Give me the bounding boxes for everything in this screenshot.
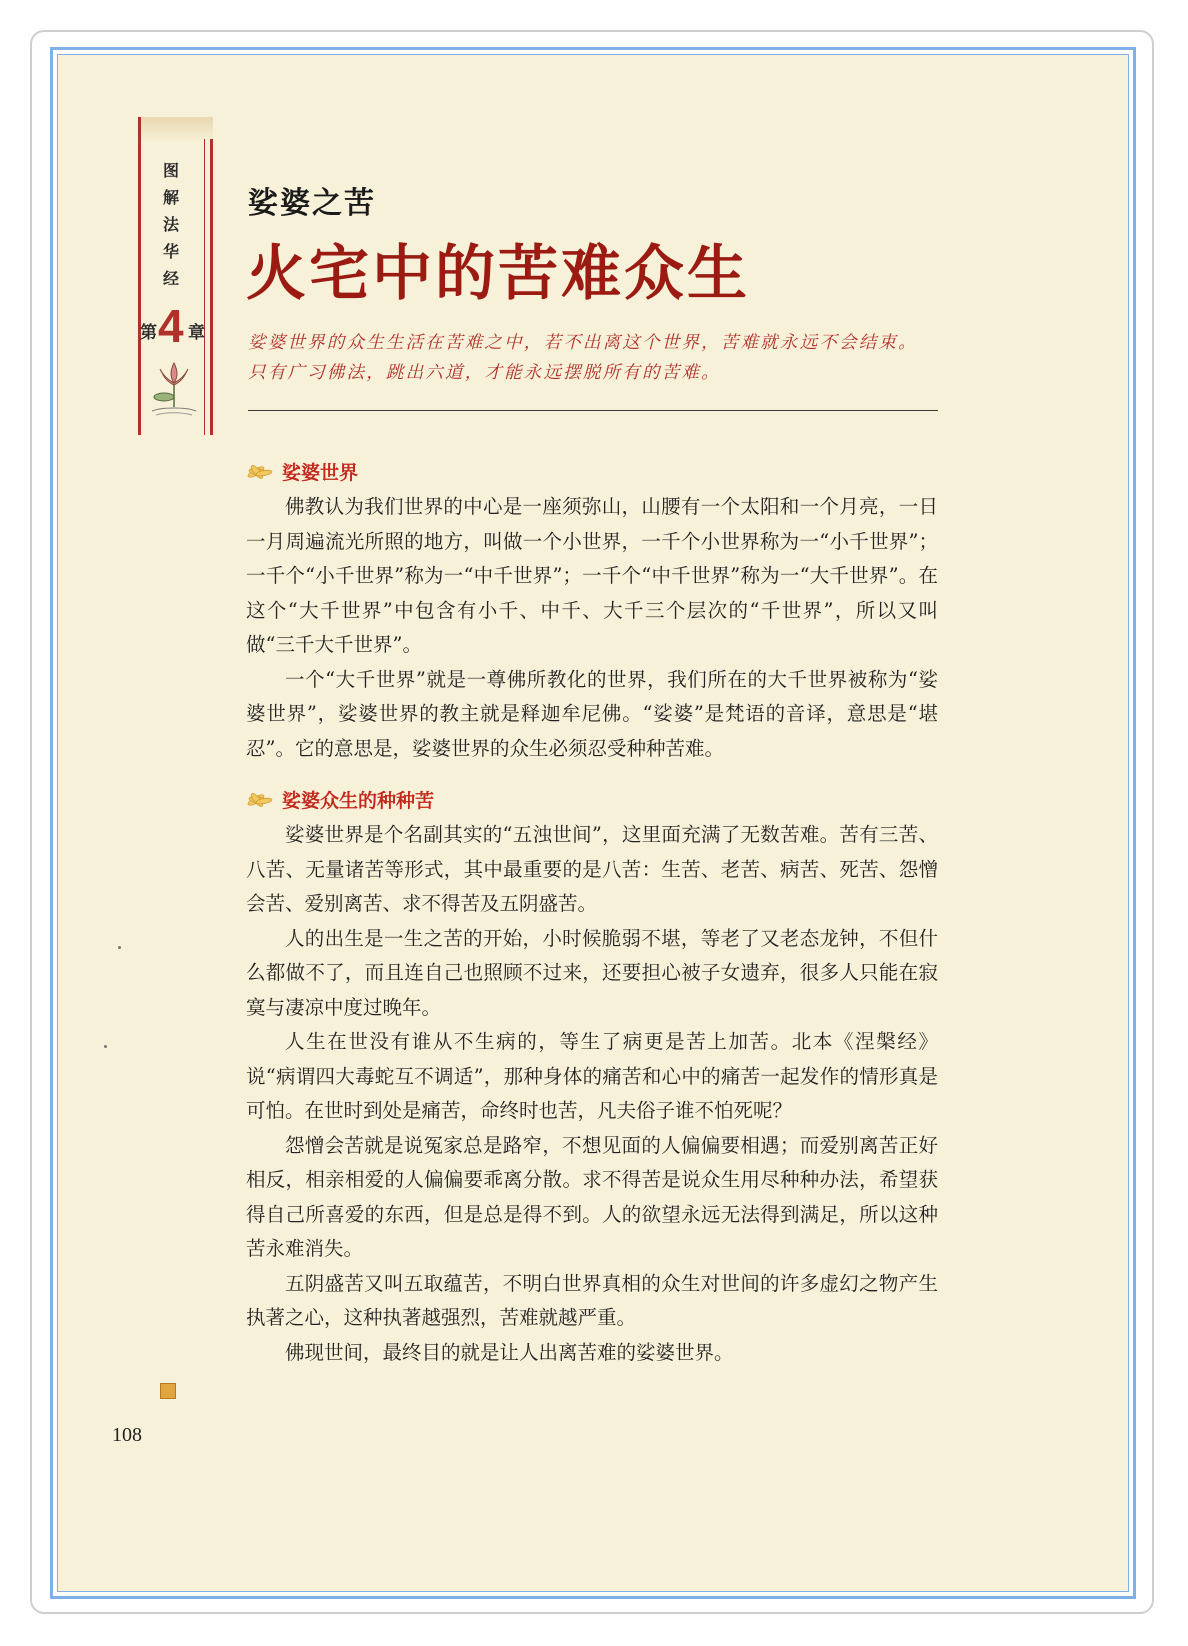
flower-icon (246, 787, 278, 813)
series-title (156, 157, 186, 292)
paragraph: 佛现世间，最终目的就是让人出离苦难的娑婆世界。 (285, 1340, 734, 1364)
flower-icon (246, 459, 278, 485)
page-number: 108 (112, 1424, 142, 1446)
paragraph: 佛教认为我们世界的中心是一座须弥山，山腰有一个太阳和一个月亮，一日一月周遍流光所照的地方，叫做一个小世界，一千个小世界称为一“小千世界”；一千个“小千世界”称为一“中千世界”；一千个“中千世界”称为一“大千世界”。在这个“大千世界”中包含有小千、中千、大千三个层次的“千世界”，所以又叫做“三千大千世界”。 (246, 495, 938, 656)
paper-speck (104, 1045, 107, 1048)
section-heading (246, 786, 434, 814)
section-heading-text: 娑婆众生的种种苦 (282, 790, 435, 812)
divider (248, 410, 938, 411)
paper-speck (118, 946, 121, 949)
paragraph: 一个“大千世界”就是一尊佛所教化的世界，我们所在的大千世界被称为“娑婆世界”，娑婆世界的教主就是释迦牟尼佛。“娑婆”是梵语的音译，意思是“堪忍”。它的意思是，娑婆世界的众生必须忍受种种苦难。 (246, 667, 938, 760)
chapter-number: 4 (158, 300, 184, 352)
page-title: 火宅中的苦难众生 (246, 239, 750, 309)
series-char: 图 (162, 161, 179, 180)
chapter-prefix: 第 (140, 323, 157, 343)
intro-line: 娑婆世界的众生生活在苦难之中，若不出离这个世界，苦难就永远不会结束。 (248, 333, 918, 353)
series-char: 华 (162, 242, 179, 261)
chapter-suffix: 章 (188, 323, 205, 343)
series-char: 法 (162, 215, 179, 234)
intro-line: 只有广习佛法，跳出六道，才能永远摆脱所有的苦难。 (248, 363, 721, 383)
series-char: 经 (162, 269, 179, 288)
paragraph: 人生在世没有谁从不生病的，等生了病更是苦上加苦。北本《涅槃经》说“病谓四大毒蛇互不调适”，那种身体的痛苦和心中的痛苦一起发作的情形真是可怕。在世时到处是痛苦，命终时也苦，凡夫俗子谁不怕死呢？ (246, 1030, 938, 1122)
ornament-icon (160, 1383, 176, 1399)
section-heading-text: 娑婆世界 (282, 462, 359, 484)
paragraph: 人的出生是一生之苦的开始，小时候脆弱不堪，等老了又老态龙钟，不但什么都做不了，而且连自己也照顾不过来，还要担心被子女遗弃，很多人只能在寂寞与凄凉中度过晚年。 (246, 926, 938, 1019)
section-body (246, 490, 938, 766)
paragraph: 怨憎会苦就是说冤家总是路窄，不想见面的人偏偏要相遇；而爱别离苦正好相反，相亲相爱的人偏偏要乖离分散。求不得苦是说众生用尽种种办法，希望获得自己所喜爱的东西，但是总是得不到。人的欲望永远无法得到满足，所以这种苦永难消失。 (246, 1133, 938, 1260)
paragraph: 五阴盛苦又叫五取蕴苦，不明白世界真相的众生对世间的许多虚幻之物产生执著之心，这种执著越强烈，苦难就越严重。 (246, 1271, 938, 1329)
section-heading (246, 458, 358, 486)
chapter-label (138, 300, 216, 355)
intro-summary (248, 328, 948, 388)
subtitle: 娑婆之苦 (248, 186, 376, 221)
series-char: 解 (162, 188, 179, 207)
lotus-icon (148, 357, 200, 417)
section-body (246, 818, 938, 1370)
paragraph: 娑婆世界是个名副其实的“五浊世间”，这里面充满了无数苦难。苦有三苦、八苦、无量诸苦等形式，其中最重要的是八苦：生苦、老苦、病苦、死苦、怨憎会苦、爱别离苦、求不得苦及五阴盛苦。 (246, 823, 938, 915)
chapter-tab (138, 117, 216, 435)
